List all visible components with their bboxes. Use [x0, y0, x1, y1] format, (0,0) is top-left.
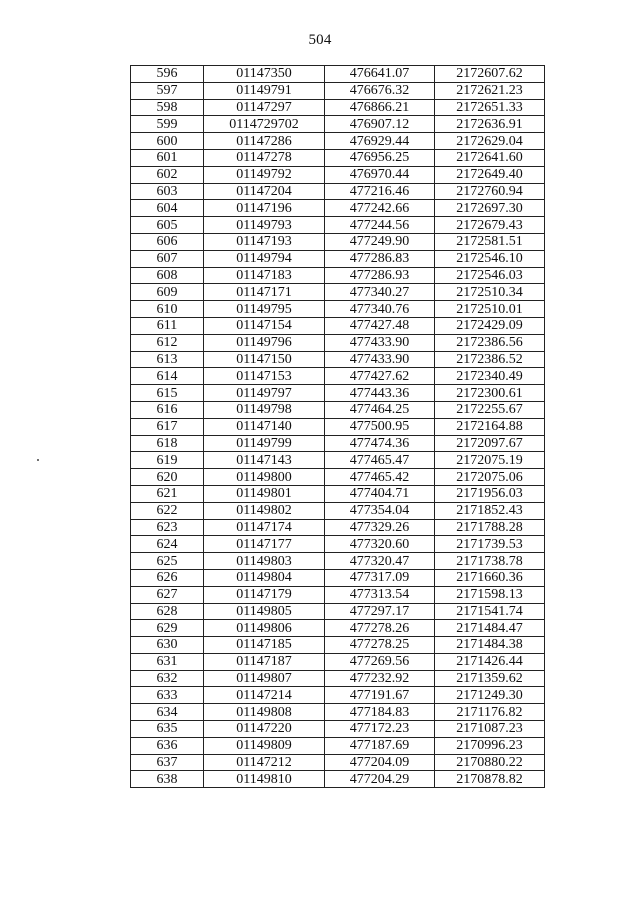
point-number-cell: 633	[131, 687, 204, 704]
point-number-cell: 624	[131, 536, 204, 553]
y-coordinate-cell: 2172075.19	[435, 452, 545, 469]
point-number-cell: 629	[131, 620, 204, 637]
point-number-cell: 620	[131, 469, 204, 486]
point-code-cell: 01149795	[204, 301, 325, 318]
x-coordinate-cell: 477172.23	[325, 721, 435, 738]
x-coordinate-cell: 476907.12	[325, 116, 435, 133]
y-coordinate-cell: 2172636.91	[435, 116, 545, 133]
point-code-cell: 01149802	[204, 502, 325, 519]
point-code-cell: 01147350	[204, 66, 325, 83]
x-coordinate-cell: 477317.09	[325, 569, 435, 586]
y-coordinate-cell: 2171852.43	[435, 502, 545, 519]
point-code-cell: 01149799	[204, 435, 325, 452]
point-code-cell: 01149808	[204, 704, 325, 721]
table-row	[131, 301, 545, 318]
y-coordinate-cell: 2172075.06	[435, 469, 545, 486]
y-coordinate-cell: 2172097.67	[435, 435, 545, 452]
point-code-cell: 01147153	[204, 368, 325, 385]
table-row	[131, 452, 545, 469]
point-code-cell: 0114729702	[204, 116, 325, 133]
coordinates-table-body	[131, 66, 545, 788]
x-coordinate-cell: 476929.44	[325, 133, 435, 150]
point-code-cell: 01147196	[204, 200, 325, 217]
point-number-cell: 626	[131, 569, 204, 586]
x-coordinate-cell: 477320.47	[325, 553, 435, 570]
point-code-cell: 01149798	[204, 401, 325, 418]
x-coordinate-cell: 477464.25	[325, 401, 435, 418]
point-number-cell: 601	[131, 149, 204, 166]
point-code-cell: 01147183	[204, 267, 325, 284]
table-row	[131, 737, 545, 754]
x-coordinate-cell: 477320.60	[325, 536, 435, 553]
x-coordinate-cell: 477187.69	[325, 737, 435, 754]
point-number-cell: 634	[131, 704, 204, 721]
x-coordinate-cell: 477204.29	[325, 771, 435, 788]
point-number-cell: 628	[131, 603, 204, 620]
x-coordinate-cell: 476956.25	[325, 149, 435, 166]
table-row	[131, 754, 545, 771]
x-coordinate-cell: 477249.90	[325, 233, 435, 250]
x-coordinate-cell: 477443.36	[325, 385, 435, 402]
x-coordinate-cell: 477269.56	[325, 653, 435, 670]
y-coordinate-cell: 2172510.01	[435, 301, 545, 318]
table-row	[131, 200, 545, 217]
table-row	[131, 569, 545, 586]
y-coordinate-cell: 2172697.30	[435, 200, 545, 217]
point-code-cell: 01149796	[204, 334, 325, 351]
y-coordinate-cell: 2172607.62	[435, 66, 545, 83]
y-coordinate-cell: 2172760.94	[435, 183, 545, 200]
point-code-cell: 01147177	[204, 536, 325, 553]
y-coordinate-cell: 2172546.10	[435, 250, 545, 267]
y-coordinate-cell: 2171176.82	[435, 704, 545, 721]
point-number-cell: 615	[131, 385, 204, 402]
point-number-cell: 606	[131, 233, 204, 250]
table-row	[131, 435, 545, 452]
point-code-cell: 01149800	[204, 469, 325, 486]
x-coordinate-cell: 477427.62	[325, 368, 435, 385]
point-number-cell: 608	[131, 267, 204, 284]
page-number: 504	[308, 32, 332, 48]
point-number-cell: 625	[131, 553, 204, 570]
table-row	[131, 687, 545, 704]
y-coordinate-cell: 2171249.30	[435, 687, 545, 704]
point-code-cell: 01147174	[204, 519, 325, 536]
x-coordinate-cell: 477427.48	[325, 317, 435, 334]
table-row	[131, 334, 545, 351]
x-coordinate-cell: 477340.27	[325, 284, 435, 301]
y-coordinate-cell: 2171426.44	[435, 653, 545, 670]
point-number-cell: 623	[131, 519, 204, 536]
point-code-cell: 01147154	[204, 317, 325, 334]
table-row	[131, 519, 545, 536]
point-code-cell: 01147185	[204, 637, 325, 654]
point-number-cell: 630	[131, 637, 204, 654]
table-row	[131, 553, 545, 570]
table-row	[131, 670, 545, 687]
table-row	[131, 233, 545, 250]
point-code-cell: 01147212	[204, 754, 325, 771]
table-row	[131, 485, 545, 502]
table-row	[131, 284, 545, 301]
y-coordinate-cell: 2172386.56	[435, 334, 545, 351]
x-coordinate-cell: 477465.47	[325, 452, 435, 469]
x-coordinate-cell: 477500.95	[325, 418, 435, 435]
x-coordinate-cell: 477297.17	[325, 603, 435, 620]
table-row	[131, 401, 545, 418]
point-number-cell: 638	[131, 771, 204, 788]
point-code-cell: 01149804	[204, 569, 325, 586]
table-row	[131, 637, 545, 654]
point-code-cell: 01149805	[204, 603, 325, 620]
point-number-cell: 609	[131, 284, 204, 301]
y-coordinate-cell: 2171359.62	[435, 670, 545, 687]
point-number-cell: 600	[131, 133, 204, 150]
table-row	[131, 368, 545, 385]
point-code-cell: 01149803	[204, 553, 325, 570]
x-coordinate-cell: 476641.07	[325, 66, 435, 83]
y-coordinate-cell: 2171484.47	[435, 620, 545, 637]
table-row	[131, 66, 545, 83]
y-coordinate-cell: 2172629.04	[435, 133, 545, 150]
point-code-cell: 01147187	[204, 653, 325, 670]
point-code-cell: 01149791	[204, 82, 325, 99]
point-code-cell: 01147204	[204, 183, 325, 200]
point-code-cell: 01149810	[204, 771, 325, 788]
table-row	[131, 603, 545, 620]
y-coordinate-cell: 2171087.23	[435, 721, 545, 738]
y-coordinate-cell: 2172510.34	[435, 284, 545, 301]
point-code-cell: 01149806	[204, 620, 325, 637]
x-coordinate-cell: 477278.25	[325, 637, 435, 654]
point-number-cell: 597	[131, 82, 204, 99]
table-row	[131, 166, 545, 183]
y-coordinate-cell: 2171738.78	[435, 553, 545, 570]
point-number-cell: 607	[131, 250, 204, 267]
point-number-cell: 635	[131, 721, 204, 738]
point-code-cell: 01149807	[204, 670, 325, 687]
point-number-cell: 627	[131, 586, 204, 603]
point-code-cell: 01147179	[204, 586, 325, 603]
y-coordinate-cell: 2172164.88	[435, 418, 545, 435]
point-code-cell: 01149797	[204, 385, 325, 402]
point-number-cell: 611	[131, 317, 204, 334]
y-coordinate-cell: 2172340.49	[435, 368, 545, 385]
point-number-cell: 614	[131, 368, 204, 385]
point-code-cell: 01147286	[204, 133, 325, 150]
x-coordinate-cell: 477184.83	[325, 704, 435, 721]
table-row	[131, 704, 545, 721]
y-coordinate-cell: 2171739.53	[435, 536, 545, 553]
point-number-cell: 619	[131, 452, 204, 469]
point-code-cell: 01147150	[204, 351, 325, 368]
y-coordinate-cell: 2172300.61	[435, 385, 545, 402]
point-number-cell: 605	[131, 217, 204, 234]
y-coordinate-cell: 2170996.23	[435, 737, 545, 754]
x-coordinate-cell: 477404.71	[325, 485, 435, 502]
point-number-cell: 618	[131, 435, 204, 452]
point-number-cell: 622	[131, 502, 204, 519]
point-code-cell: 01149793	[204, 217, 325, 234]
table-row	[131, 653, 545, 670]
point-number-cell: 636	[131, 737, 204, 754]
table-row	[131, 771, 545, 788]
table-row	[131, 116, 545, 133]
point-number-cell: 598	[131, 99, 204, 116]
point-number-cell: 603	[131, 183, 204, 200]
point-code-cell: 01149801	[204, 485, 325, 502]
table-row	[131, 351, 545, 368]
stray-mark	[37, 459, 39, 461]
table-row	[131, 217, 545, 234]
point-number-cell: 599	[131, 116, 204, 133]
table-row	[131, 149, 545, 166]
point-number-cell: 612	[131, 334, 204, 351]
x-coordinate-cell: 477204.09	[325, 754, 435, 771]
y-coordinate-cell: 2172621.23	[435, 82, 545, 99]
y-coordinate-cell: 2172641.60	[435, 149, 545, 166]
table-row	[131, 721, 545, 738]
y-coordinate-cell: 2171660.36	[435, 569, 545, 586]
x-coordinate-cell: 477329.26	[325, 519, 435, 536]
point-code-cell: 01147220	[204, 721, 325, 738]
table-row	[131, 502, 545, 519]
y-coordinate-cell: 2172255.67	[435, 401, 545, 418]
x-coordinate-cell: 476970.44	[325, 166, 435, 183]
point-code-cell: 01147278	[204, 149, 325, 166]
x-coordinate-cell: 477474.36	[325, 435, 435, 452]
x-coordinate-cell: 476676.32	[325, 82, 435, 99]
table-row	[131, 267, 545, 284]
x-coordinate-cell: 477465.42	[325, 469, 435, 486]
y-coordinate-cell: 2172429.09	[435, 317, 545, 334]
x-coordinate-cell: 477191.67	[325, 687, 435, 704]
y-coordinate-cell: 2172649.40	[435, 166, 545, 183]
table-row	[131, 418, 545, 435]
x-coordinate-cell: 477232.92	[325, 670, 435, 687]
point-number-cell: 613	[131, 351, 204, 368]
y-coordinate-cell: 2170880.22	[435, 754, 545, 771]
y-coordinate-cell: 2171956.03	[435, 485, 545, 502]
x-coordinate-cell: 477286.93	[325, 267, 435, 284]
point-number-cell: 637	[131, 754, 204, 771]
y-coordinate-cell: 2171598.13	[435, 586, 545, 603]
y-coordinate-cell: 2172679.43	[435, 217, 545, 234]
point-code-cell: 01149794	[204, 250, 325, 267]
point-code-cell: 01149809	[204, 737, 325, 754]
table-row	[131, 586, 545, 603]
y-coordinate-cell: 2170878.82	[435, 771, 545, 788]
x-coordinate-cell: 477313.54	[325, 586, 435, 603]
y-coordinate-cell: 2171788.28	[435, 519, 545, 536]
point-number-cell: 602	[131, 166, 204, 183]
x-coordinate-cell: 477216.46	[325, 183, 435, 200]
point-number-cell: 632	[131, 670, 204, 687]
point-number-cell: 617	[131, 418, 204, 435]
table-row	[131, 183, 545, 200]
point-number-cell: 596	[131, 66, 204, 83]
table-row	[131, 82, 545, 99]
table-row	[131, 469, 545, 486]
y-coordinate-cell: 2172581.51	[435, 233, 545, 250]
point-number-cell: 604	[131, 200, 204, 217]
point-number-cell: 616	[131, 401, 204, 418]
y-coordinate-cell: 2171541.74	[435, 603, 545, 620]
x-coordinate-cell: 477354.04	[325, 502, 435, 519]
y-coordinate-cell: 2171484.38	[435, 637, 545, 654]
point-code-cell: 01149792	[204, 166, 325, 183]
x-coordinate-cell: 476866.21	[325, 99, 435, 116]
point-code-cell: 01147143	[204, 452, 325, 469]
table-row	[131, 133, 545, 150]
table-row	[131, 385, 545, 402]
point-number-cell: 610	[131, 301, 204, 318]
x-coordinate-cell: 477278.26	[325, 620, 435, 637]
point-code-cell: 01147140	[204, 418, 325, 435]
x-coordinate-cell: 477242.66	[325, 200, 435, 217]
x-coordinate-cell: 477244.56	[325, 217, 435, 234]
x-coordinate-cell: 477286.83	[325, 250, 435, 267]
point-code-cell: 01147214	[204, 687, 325, 704]
y-coordinate-cell: 2172386.52	[435, 351, 545, 368]
coordinates-table	[130, 65, 545, 788]
y-coordinate-cell: 2172546.03	[435, 267, 545, 284]
point-code-cell: 01147193	[204, 233, 325, 250]
y-coordinate-cell: 2172651.33	[435, 99, 545, 116]
table-row	[131, 317, 545, 334]
x-coordinate-cell: 477433.90	[325, 334, 435, 351]
point-code-cell: 01147171	[204, 284, 325, 301]
point-code-cell: 01147297	[204, 99, 325, 116]
point-number-cell: 621	[131, 485, 204, 502]
x-coordinate-cell: 477340.76	[325, 301, 435, 318]
x-coordinate-cell: 477433.90	[325, 351, 435, 368]
table-row	[131, 99, 545, 116]
point-number-cell: 631	[131, 653, 204, 670]
table-row	[131, 620, 545, 637]
table-row	[131, 250, 545, 267]
table-row	[131, 536, 545, 553]
